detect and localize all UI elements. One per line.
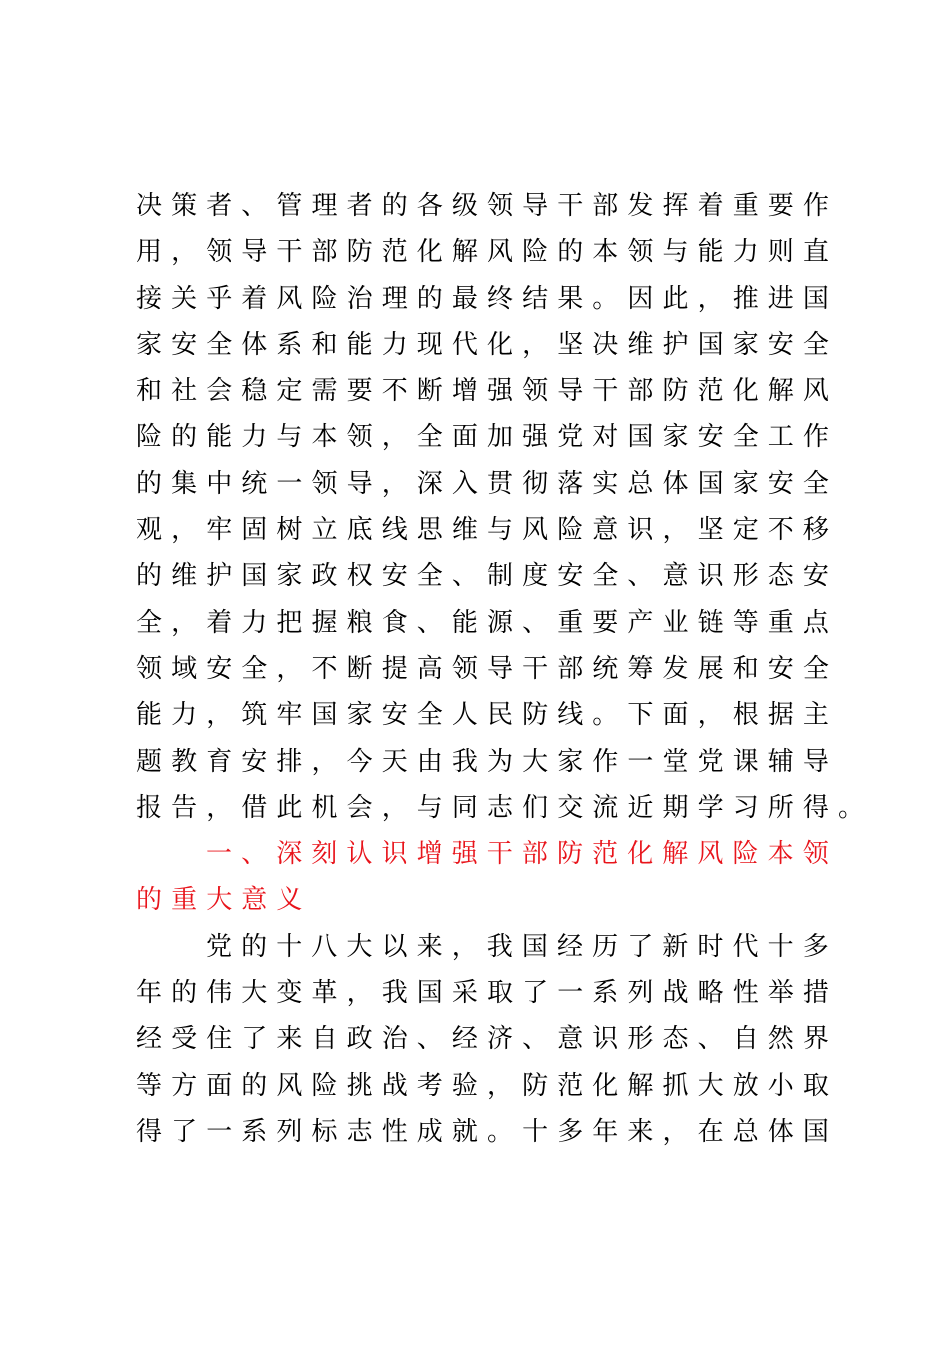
text-line: 题教育安排，今天由我为大家作一堂党课辅导	[136, 746, 839, 777]
text-line: 用，领导干部防范化解风险的本领与能力则直	[136, 237, 839, 268]
text-line: 接关乎着风险治理的最终结果。因此，推进国	[136, 283, 839, 314]
text-line: 领域安全，不断提高领导干部统筹发展和安全	[136, 653, 839, 684]
text-line: 决策者、管理者的各级领导干部发挥着重要作	[136, 191, 839, 221]
text-line: 险的能力与本领，全面加强党对国家安全工作	[136, 422, 839, 453]
text-line: 的维护国家政权安全、制度安全、意识形态安	[136, 561, 839, 592]
text-line: 观，牢固树立底线思维与风险意识，坚定不移	[136, 515, 839, 546]
paragraph-start-line: 党的十八大以来，我国经历了新时代十多	[206, 931, 838, 962]
text-line: 家安全体系和能力现代化，坚决维护国家安全	[136, 329, 839, 360]
text-line: 能力，筑牢国家安全人民防线。下面，根据主	[136, 700, 839, 731]
text-line: 经受住了来自政治、经济、意识形态、自然界	[136, 1024, 839, 1055]
text-line: 和社会稳定需要不断增强领导干部防范化解风	[136, 376, 839, 407]
text-line: 全，着力把握粮食、能源、重要产业链等重点	[136, 607, 839, 638]
section-heading: 一、深刻认识增强干部防范化解风险本领	[206, 839, 838, 870]
text-line: 报告，借此机会，与同志们交流近期学习所得。	[136, 792, 874, 823]
text-line: 得了一系列标志性成就。十多年来，在总体国	[136, 1116, 839, 1147]
text-line: 年的伟大变革，我国采取了一系列战略性举措	[136, 978, 839, 1009]
section-heading-continued: 的重大意义	[136, 885, 312, 916]
text-line: 的集中统一领导，深入贯彻落实总体国家安全	[136, 468, 839, 499]
text-line: 等方面的风险挑战考验，防范化解抓大放小取	[136, 1070, 839, 1101]
body-text	[136, 183, 874, 1155]
